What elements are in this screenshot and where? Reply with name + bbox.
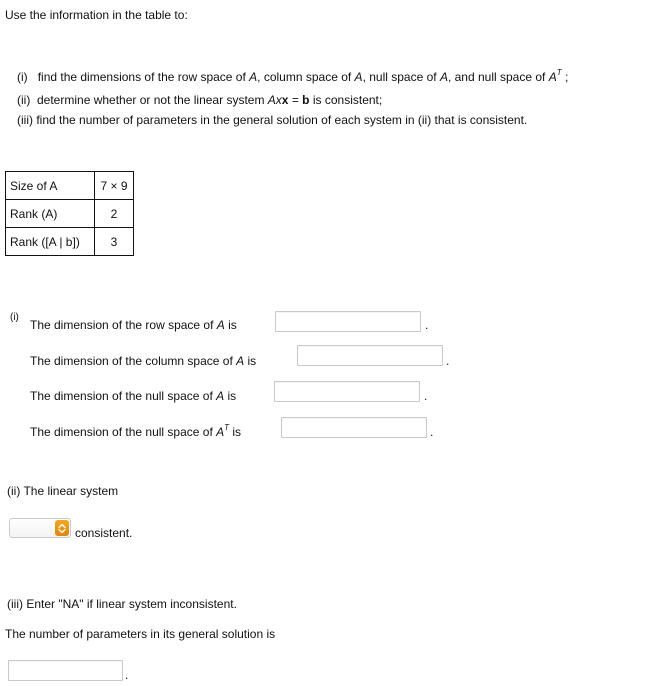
null-space-transpose-input[interactable] (281, 417, 427, 438)
column-space-label: The dimension of the column space of A is (30, 354, 257, 368)
row-space-label: The dimension of the row space of A is (30, 318, 237, 332)
part-iii-label: (iii) Enter "NA" if linear system inconsistent. (7, 597, 237, 611)
null-space-label: The dimension of the null space of A is (30, 389, 237, 403)
intro-text: Use the information in the table to: (5, 8, 188, 22)
consistent-label: consistent. (75, 526, 133, 540)
column-space-input[interactable] (297, 345, 443, 366)
period: . (425, 318, 429, 332)
row-space-input[interactable] (275, 311, 421, 332)
null-space-transpose-label: The dimension of the null space of $A^T$ is (30, 423, 242, 439)
question-iii: (iii) find the number of parameters in the general solution of each system in (ii) that is consistent. (17, 113, 528, 127)
part-i-marker: (i) (10, 312, 19, 323)
table-cell-rank-label: Rank (A) (6, 200, 95, 228)
parameters-question: The number of parameters in its general solution is (5, 627, 276, 641)
info-table (5, 171, 134, 256)
table-row (6, 172, 134, 200)
table-cell-augmented-rank-label: Rank ([A | b]) (6, 228, 95, 256)
table-cell-size-value: 7 × 9 (95, 172, 134, 200)
table-row (6, 200, 134, 228)
period: . (125, 668, 129, 682)
period: . (430, 425, 434, 439)
table-cell-rank-value: 2 (95, 200, 134, 228)
question-i: (i) find the dimensions of the row space of A, column space of A, null space of A, and null space of $A^T$ ; (17, 68, 569, 84)
period: . (424, 389, 428, 403)
table-cell-size-label: Size of A (6, 172, 95, 200)
null-space-input[interactable] (274, 381, 420, 402)
question-ii: (ii) determine whether or not the linear system Axx = b is consistent; (17, 93, 383, 107)
period: . (446, 354, 450, 368)
table-cell-augmented-rank-value: 3 (95, 228, 134, 256)
part-ii-label: (ii) The linear system (7, 484, 119, 498)
parameters-input[interactable] (8, 660, 123, 681)
consistency-select[interactable] (9, 518, 71, 538)
table-row (6, 228, 134, 256)
up-down-arrows-icon (55, 520, 69, 536)
